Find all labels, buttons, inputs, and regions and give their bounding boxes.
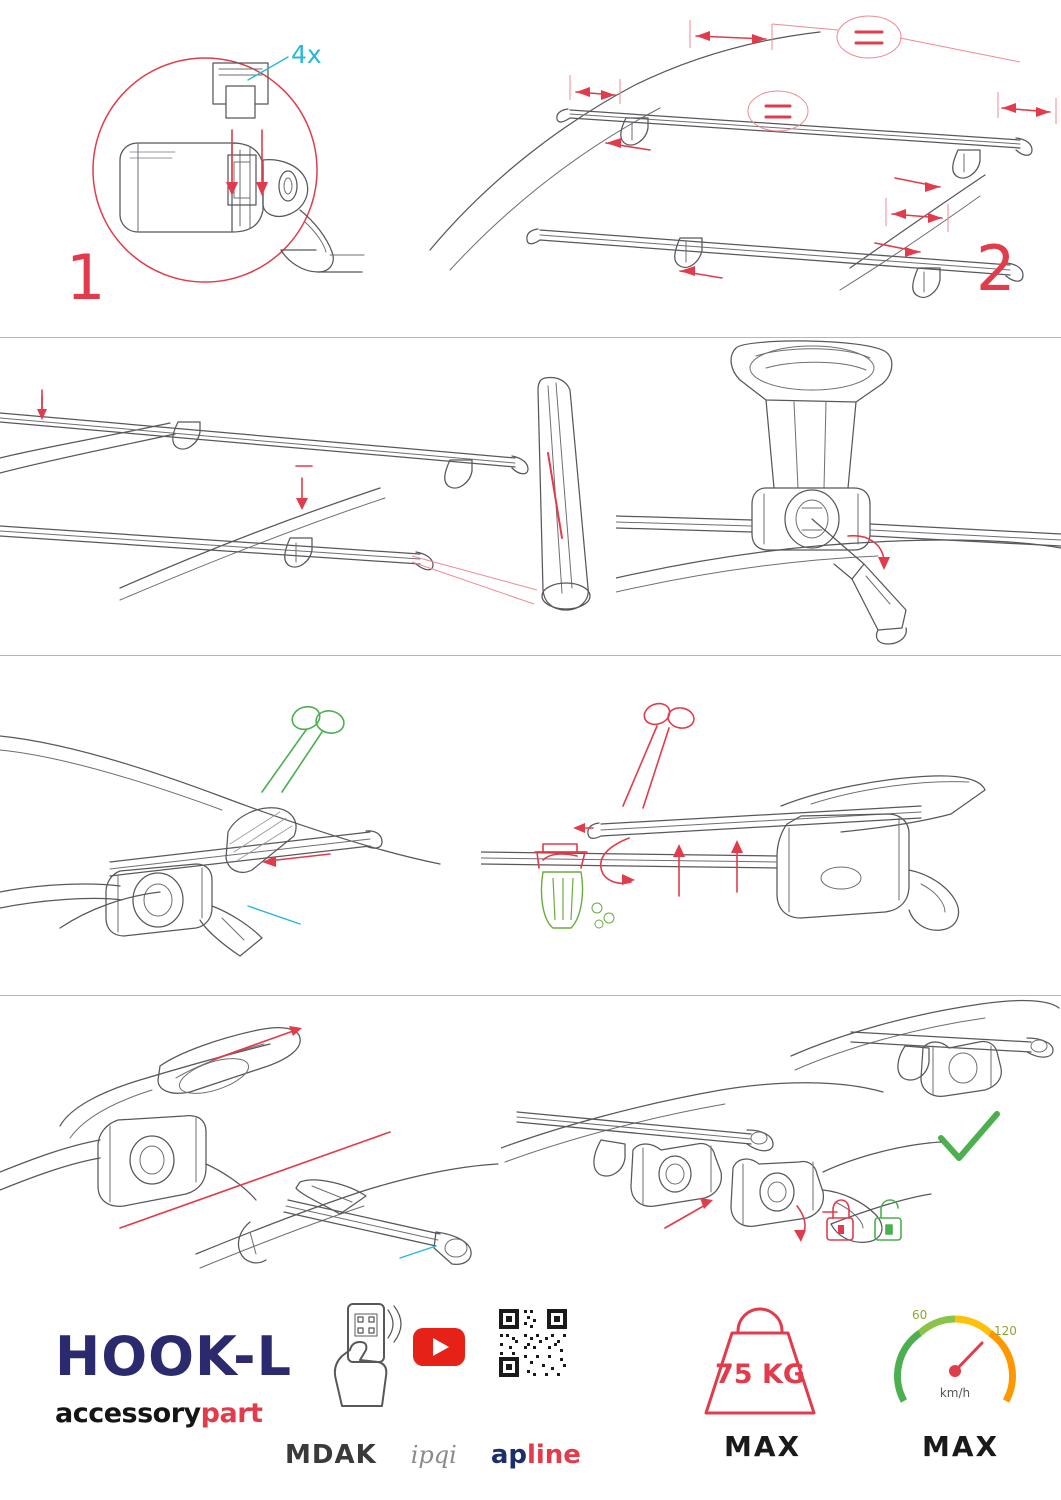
scan-qr-hand-icon [322, 1300, 408, 1410]
footer [0, 1285, 1061, 1500]
panel-step-7 [0, 996, 500, 1286]
speed-unit: km/h [939, 1386, 971, 1400]
partner-apline-b: line [526, 1440, 581, 1470]
brand-tagline-a: accessory [55, 1398, 201, 1429]
partner-apline-a: ap [490, 1440, 527, 1470]
max-speed-caption: MAX [922, 1430, 1000, 1463]
panel-step-3 [0, 338, 615, 655]
weight-icon [690, 1301, 830, 1421]
step-1-number: 1 [66, 241, 105, 314]
brand-tagline [55, 1398, 292, 1429]
step-1-qty-label: 4x [291, 40, 322, 69]
panel-step-2 [420, 0, 1061, 337]
youtube-icon[interactable] [412, 1327, 466, 1367]
max-load-value: 75 KG [714, 1359, 806, 1390]
qr-code-icon [497, 1307, 569, 1379]
panel-step-6 [481, 656, 1061, 995]
brand-tagline-b: part [200, 1398, 263, 1429]
panel-step-8 [501, 996, 1061, 1286]
panel-step-1 [0, 0, 420, 337]
speedometer-icon [890, 1297, 1020, 1422]
step-2-number: 2 [976, 232, 1015, 305]
partner-ipqi: ipqi [410, 1441, 457, 1469]
max-load-caption: MAX [724, 1430, 802, 1463]
brand-block [55, 1325, 292, 1429]
panel-step-4 [616, 338, 1061, 655]
speed-tick-120: 120 [994, 1324, 1017, 1338]
panel-step-5 [0, 656, 480, 995]
speed-tick-60: 60 [912, 1308, 928, 1322]
product-name: HOOK-L [55, 1325, 292, 1388]
partner-mdak: MDAK [285, 1440, 377, 1470]
partner-apline [491, 1440, 581, 1470]
partner-logos [285, 1440, 581, 1470]
